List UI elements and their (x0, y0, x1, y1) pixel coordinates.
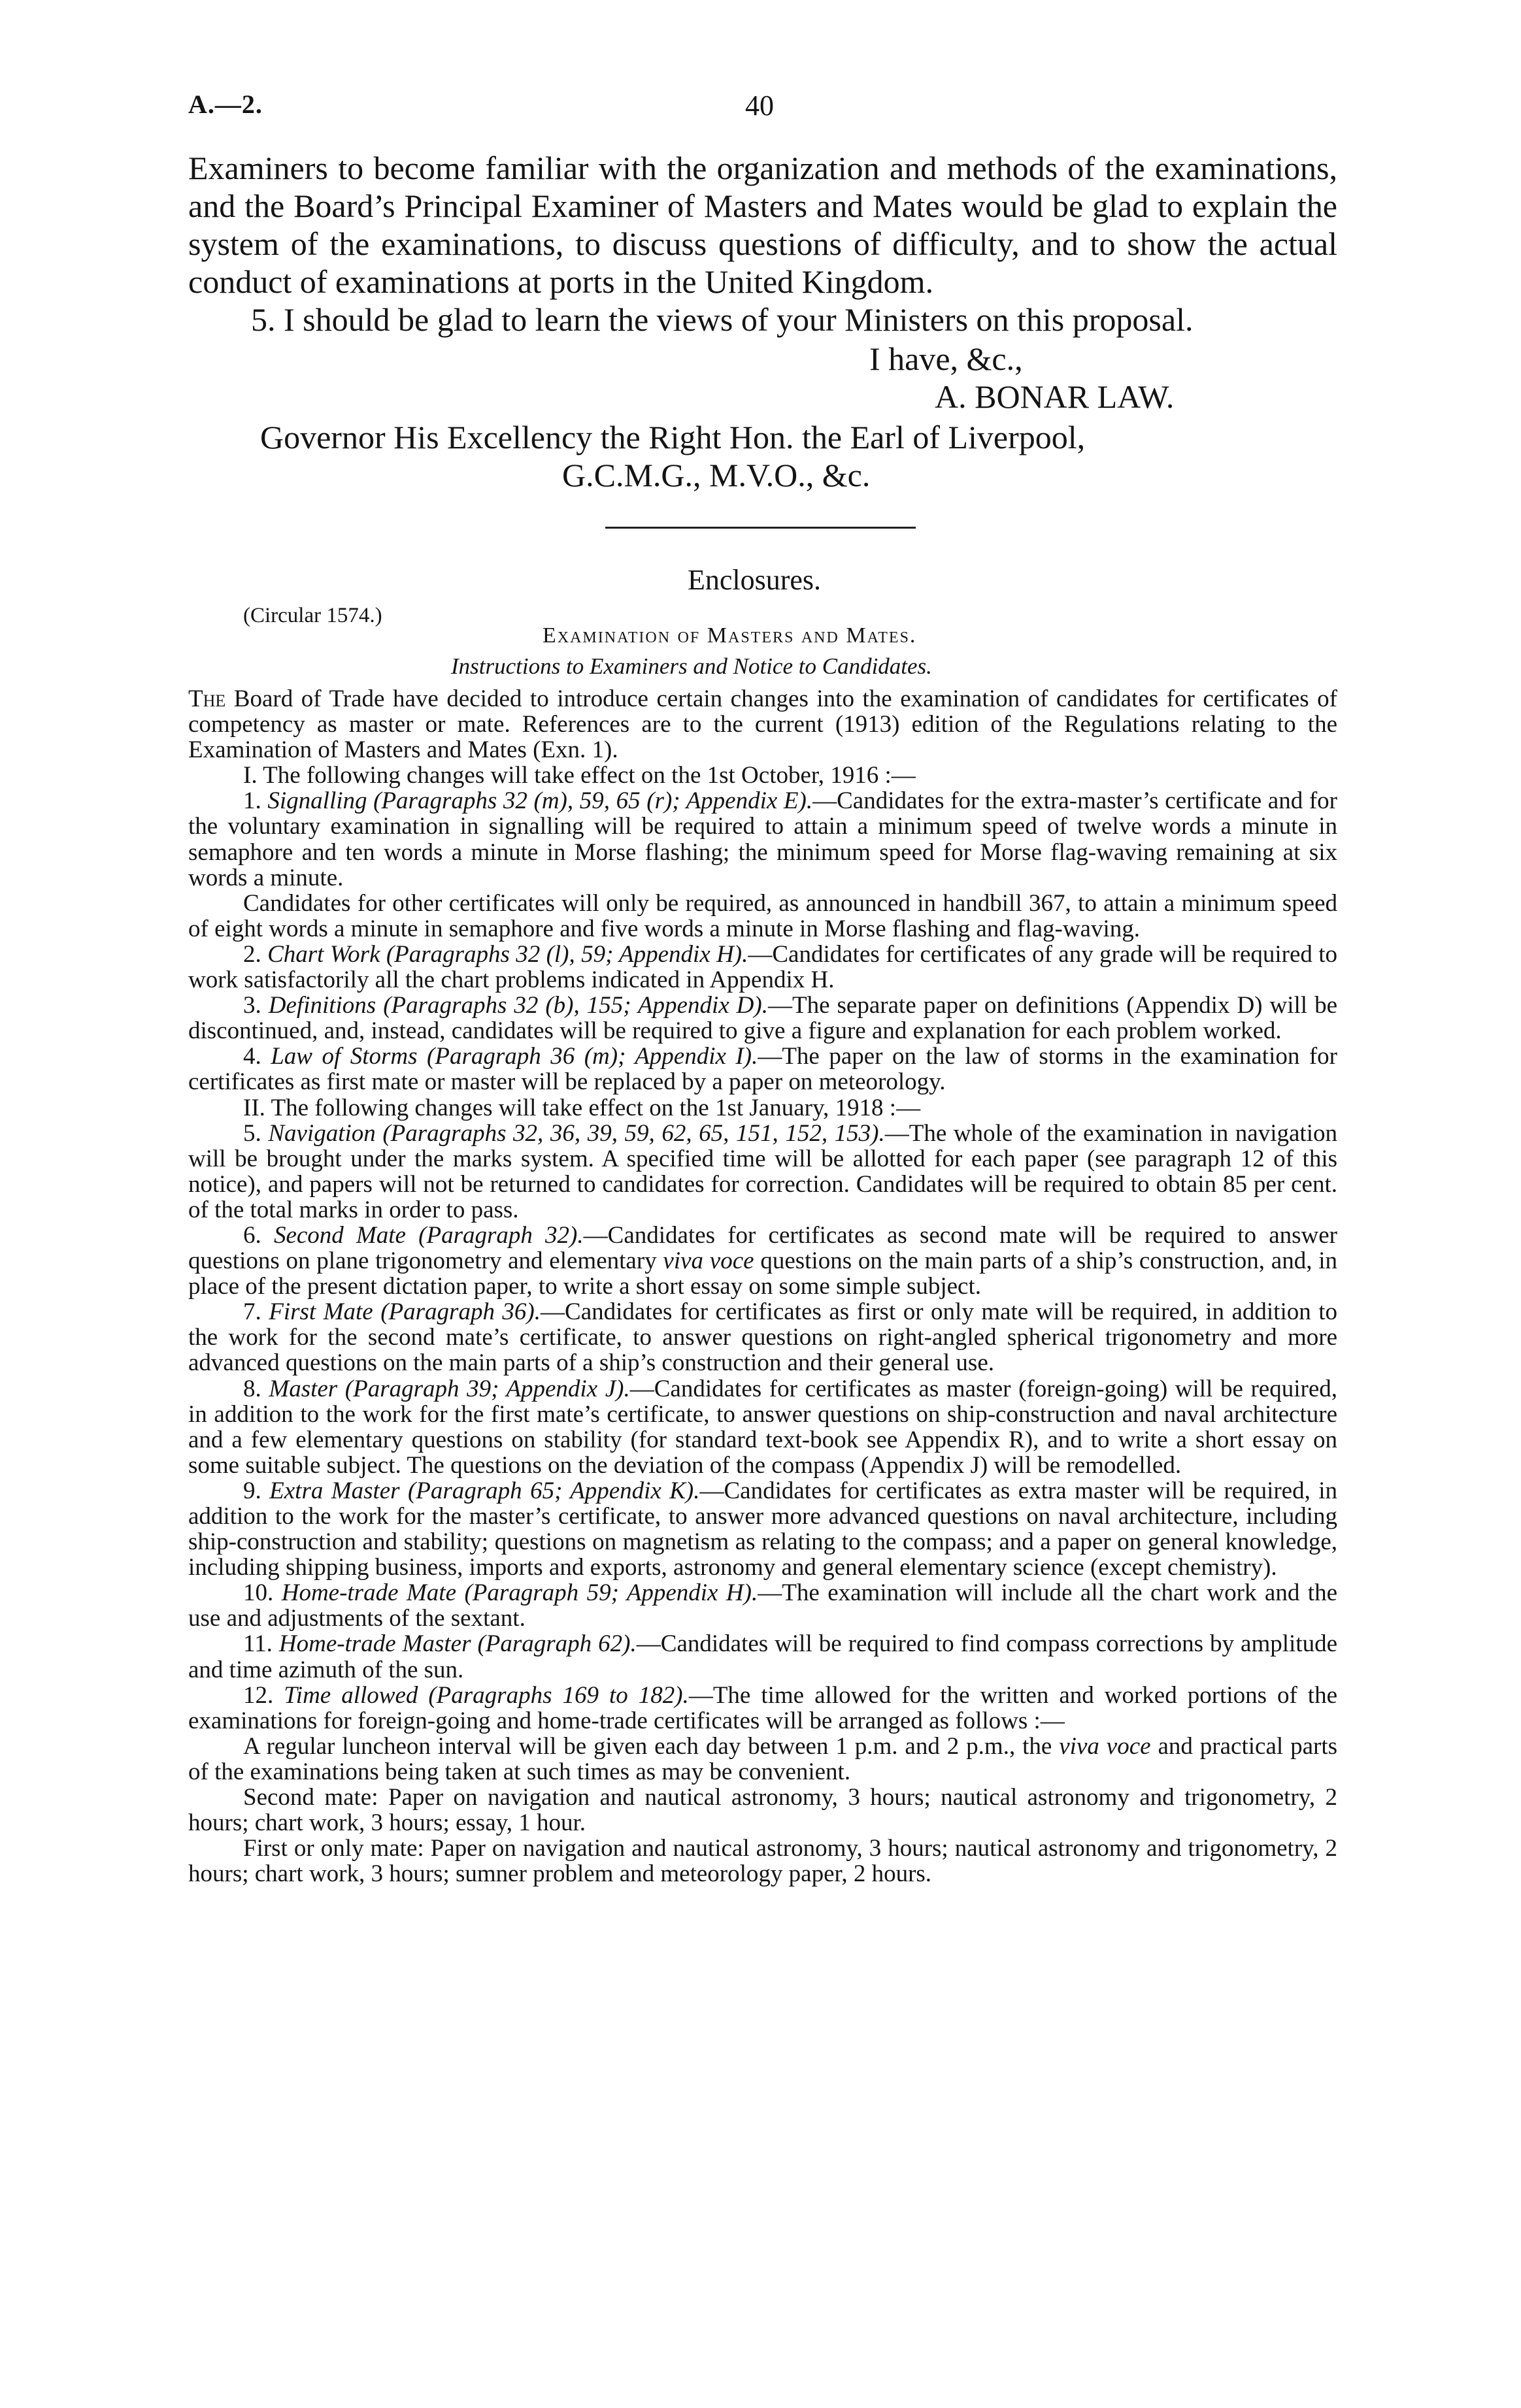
item-reference: First Mate (Paragraph 36). (269, 1298, 541, 1326)
item-number: 6. (243, 1221, 274, 1249)
item-number: 5. (243, 1119, 269, 1147)
intro-section (188, 149, 1337, 338)
item-11 (188, 1631, 1337, 1682)
item-reference: Law of Storms (Paragraph 36 (m); Appendix I). (271, 1043, 758, 1070)
intro-paragraph: Examiners to become familiar with the organization and methods of the examinations, and the Board’s Principal Examiner of Masters and Mates would be glad to explain the system of the examinations, to discuss questions of difficulty, and to show the actual conduct of examinations at ports in the United Kingdom. (188, 150, 1337, 300)
item-reference: Signalling (Paragraphs 32 (m), 59, 65 (r); Appendix E). (267, 787, 813, 815)
enclosures-title: Enclosures. (688, 564, 822, 596)
second-mate-schedule: Second mate: Paper on navigation and nautical astronomy, 3 hours; nautical astronomy and trigonometry, 2 hours; chart work, 3 hours; essay, 1 hour. (188, 1784, 1337, 1837)
item-10 (188, 1580, 1337, 1631)
item-number: 8. (243, 1375, 269, 1402)
item-number: 1. (243, 787, 268, 815)
item-text: —Candidates for certificates as extra master will be required, in addition to the work for the master’s certificate, to answer more advanced questions on naval architecture, including ship-construction and stability; questions on magnetism as relating to the compass; and a paper on general knowledge, including shipping business, imports and exports, astronomy and general elementary science (except chemistry). (188, 1477, 1338, 1581)
item-number: 11. (243, 1630, 279, 1658)
item-6 (188, 1223, 1337, 1299)
item-7 (188, 1299, 1337, 1376)
item-number: 2. (243, 940, 268, 968)
item-12 (188, 1683, 1337, 1734)
item-reference: Second Mate (Paragraph 32). (273, 1221, 584, 1249)
item-reference: Home-trade Mate (Paragraph 59; Appendix H). (281, 1579, 758, 1607)
item-5 (188, 1121, 1337, 1223)
item-text: —Candidates for certificates of any grade will be required to work satisfactorily all the chart problems indicated in Appendix H. (188, 940, 1337, 994)
document-reference: A.—2. (188, 90, 263, 119)
item-number: 12. (243, 1681, 284, 1709)
item-reference: Extra Master (Paragraph 65; Appendix K). (269, 1477, 700, 1504)
section-heading-1: I. The following changes will take effect on the 1st October, 1916 :— (243, 762, 916, 789)
instructions-subheading: Instructions to Examiners and Notice to Candidates. (451, 653, 932, 679)
item-text: —Candidates for certificates as second mate will be required to answer questions on plane trigonometry and elementary (188, 1221, 1338, 1275)
item-italic-term: viva voce (1059, 1732, 1151, 1760)
item-text: —The time allowed for the written and worked portions of the examinations for foreign-going and home-trade certificates will be arranged as follows :— (188, 1681, 1338, 1734)
item-reference: Chart Work (Paragraphs 32 (l), 59; Appendix H). (267, 940, 748, 968)
item-text: —The examination will include all the chart work and the use and adjustments of the sextant. (188, 1579, 1338, 1632)
item-reference: Definitions (Paragraphs 32 (b), 155; Appendix D). (268, 992, 768, 1019)
section-divider (605, 527, 916, 529)
luncheon-paragraph (188, 1734, 1337, 1785)
item-text: and practical parts of the examinations being taken at such times as may be convenient. (188, 1732, 1337, 1785)
item-reference: Time allowed (Paragraphs 169 to 182). (284, 1681, 689, 1709)
item-9 (188, 1478, 1337, 1580)
item-text: —Candidates for certificates as first or only mate will be required, in addition to the work for the second mate’s certificate, to answer questions on right-angled spherical trigonometry and more advanced questions on the main parts of a ship’s construction and their general use. (188, 1298, 1337, 1377)
item-italic-term: viva voce (663, 1247, 754, 1275)
item-4 (188, 1044, 1337, 1095)
item-number: 3. (243, 992, 269, 1019)
item-number: 7. (243, 1298, 269, 1326)
section-heading-2: II. The following changes will take effect on the 1st January, 1918 :— (243, 1094, 921, 1121)
item-text: —The whole of the examination in navigation will be brought under the marks system. A specified time will be allotted for each paper (see paragraph 12 of this notice), and papers will not be returned to candidates for correction. Candidates will be required to obtain 85 per cent. of the total marks in order to pass. (188, 1119, 1337, 1223)
addressee-line-1: Governor His Excellency the Right Hon. the Earl of Liverpool, (260, 419, 1086, 455)
item-reference: Home-trade Master (Paragraph 62). (278, 1630, 637, 1658)
first-mate-schedule: First or only mate: Paper on navigation and nautical astronomy, 3 hours; nautical astronomy and trigonometry, 2 hours; chart work, 3 hours; sumner problem and meteorology paper, 2 hours. (188, 1835, 1337, 1888)
item-text: —The separate paper on definitions (Appendix D) will be discontinued, and, instead, candidates will be required to give a figure and explanation for each problem worked. (188, 992, 1338, 1045)
item-8 (188, 1376, 1337, 1478)
notice-body (188, 686, 1337, 1887)
examination-heading: Examination of Masters and Mates. (543, 623, 917, 648)
item-2 (188, 942, 1337, 993)
opening-lead: The (188, 685, 226, 712)
page-number: 40 (745, 90, 774, 122)
item-reference: Master (Paragraph 39; Appendix J). (269, 1375, 630, 1402)
item-text: —Candidates for the extra-master’s certificate and for the voluntary examination in signalling will be required to attain a minimum speed of twelve words a minute in semaphore and ten words a minute in Morse flashing; the minimum speed for Morse flag-waving remaining at six words a minute. (188, 787, 1338, 891)
circular-number: (Circular 1574.) (243, 604, 382, 627)
item-reference: Navigation (Paragraphs 32, 36, 39, 59, 62, 65, 151, 152, 153). (268, 1119, 885, 1147)
opening-paragraph (188, 686, 1337, 763)
opening-text: Board of Trade have decided to introduce certain changes into the examination of candidates for certificates of competency as master or mate. References are to the current (1913) edition of the Regulations relating to the Examination of Masters and Mates (Exn. 1). (188, 685, 1337, 764)
item-text: A regular luncheon interval will be given each day between 1 p.m. and 2 p.m., the (243, 1732, 1060, 1760)
item-1-continuation: Candidates for other certificates will only be required, as announced in handbill 367, to attain a minimum speed of eight words a minute in semaphore and five words a minute in Morse flashing and flag-waving. (188, 889, 1337, 942)
item-text: —Candidates for certificates as master (foreign-going) will be required, in addition to the work for the first mate’s certificate, to answer questions on ship-construction and naval architecture and a few elementary questions on stability (for standard text-book see Appendix R), and to write a short essay on some suitable subject. The questions on the deviation of the compass (Appendix J) will be remodelled. (188, 1375, 1338, 1479)
paragraph-5: 5. I should be glad to learn the views of your Ministers on this proposal. (251, 301, 1194, 338)
item-number: 4. (243, 1043, 271, 1070)
item-text: —Candidates will be required to find compass corrections by amplitude and time azimuth of the sun. (188, 1630, 1337, 1683)
closing-line: I have, &c., (869, 340, 1023, 377)
addressee-line-2: G.C.M.G., M.V.O., &c. (562, 457, 871, 493)
signature: A. BONAR LAW. (935, 378, 1175, 415)
item-number: 10. (243, 1579, 282, 1607)
item-3 (188, 993, 1337, 1044)
item-text: —The paper on the law of storms in the examination for certificates as first mate or master will be replaced by a paper on meteorology. (188, 1043, 1337, 1096)
item-text: questions on the main parts of a ship’s construction, and, in place of the present dictation paper, to write a short essay on some simple subject. (188, 1247, 1337, 1300)
item-1 (188, 788, 1337, 890)
item-number: 9. (243, 1477, 270, 1504)
